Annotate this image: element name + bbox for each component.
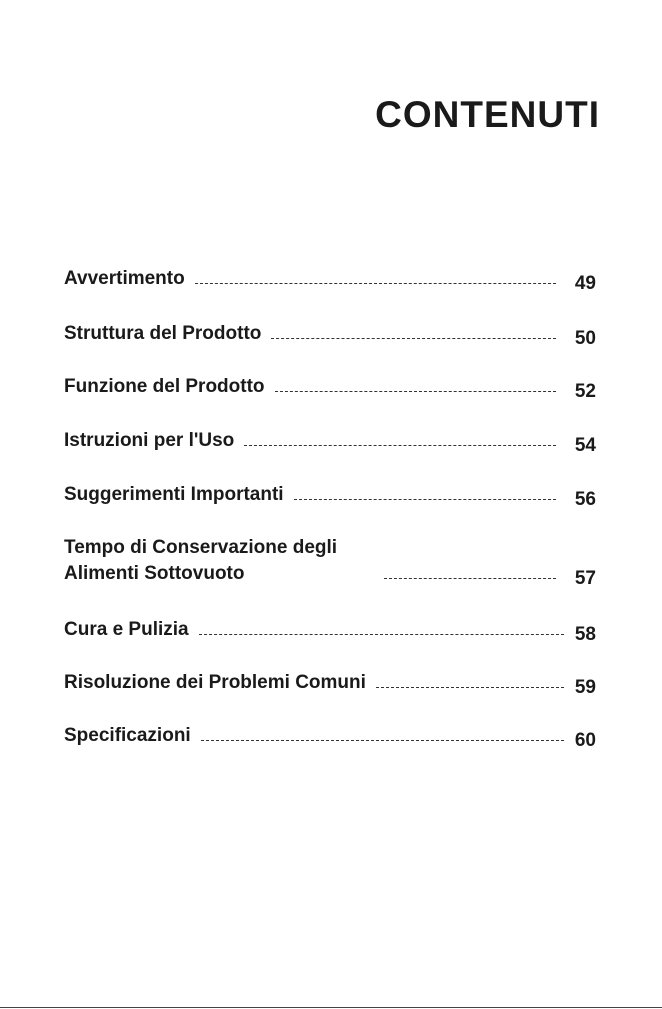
toc-page-number: 60: [574, 730, 596, 751]
toc-leader: [376, 686, 564, 688]
toc-page-number: 57: [574, 568, 596, 589]
toc-leader: [294, 498, 556, 500]
toc-leader: [244, 444, 556, 446]
toc-entry-title: Suggerimenti Importanti: [64, 484, 284, 505]
toc-leader: [271, 337, 556, 339]
toc-entry-title-line2: Alimenti Sottovuoto: [64, 563, 245, 584]
toc-entry-title: Cura e Pulizia: [64, 619, 189, 640]
toc-page-number: 59: [574, 677, 596, 698]
bottom-rule: [0, 1007, 662, 1008]
toc-page-number: 50: [574, 328, 596, 349]
toc-entry-title: Specificazioni: [64, 725, 191, 746]
toc-page-number: 54: [574, 435, 596, 456]
toc-entry-title: [64, 535, 384, 587]
toc-entry-title: Risoluzione dei Problemi Comuni: [64, 672, 366, 693]
toc-entry-title: Struttura del Prodotto: [64, 323, 262, 344]
toc-leader: [195, 282, 556, 284]
toc-entry-funzione[interactable]: [64, 374, 596, 400]
toc-entry-suggerimenti[interactable]: [64, 482, 596, 508]
toc-entry-specificazioni[interactable]: [64, 723, 596, 749]
toc-page-number: 58: [574, 624, 596, 645]
page-title: CONTENUTI: [375, 94, 600, 135]
toc-entry-title: Istruzioni per l'Uso: [64, 430, 235, 451]
toc-entry-struttura[interactable]: [64, 321, 596, 347]
toc-leader: [199, 633, 564, 635]
toc-entry-avvertimento[interactable]: [64, 266, 596, 292]
toc-entry-title-line1: Tempo di Conservazione degli: [64, 537, 338, 558]
toc-entry-title: Funzione del Prodotto: [64, 376, 265, 397]
toc-entry-title: Avvertimento: [64, 268, 185, 289]
toc-leader: [384, 577, 556, 579]
toc-leader: [275, 390, 556, 392]
toc-page-number: 52: [574, 381, 596, 402]
toc-entry-cura-pulizia[interactable]: [64, 617, 596, 643]
toc-entry-tempo-conservazione[interactable]: [64, 535, 596, 587]
toc-page-number: 49: [574, 273, 596, 294]
toc-page-number: 56: [574, 489, 596, 510]
toc-entry-istruzioni[interactable]: [64, 428, 596, 454]
toc-leader: [201, 739, 564, 741]
toc-entry-risoluzione[interactable]: [64, 670, 596, 696]
table-of-contents: [64, 0, 596, 1009]
